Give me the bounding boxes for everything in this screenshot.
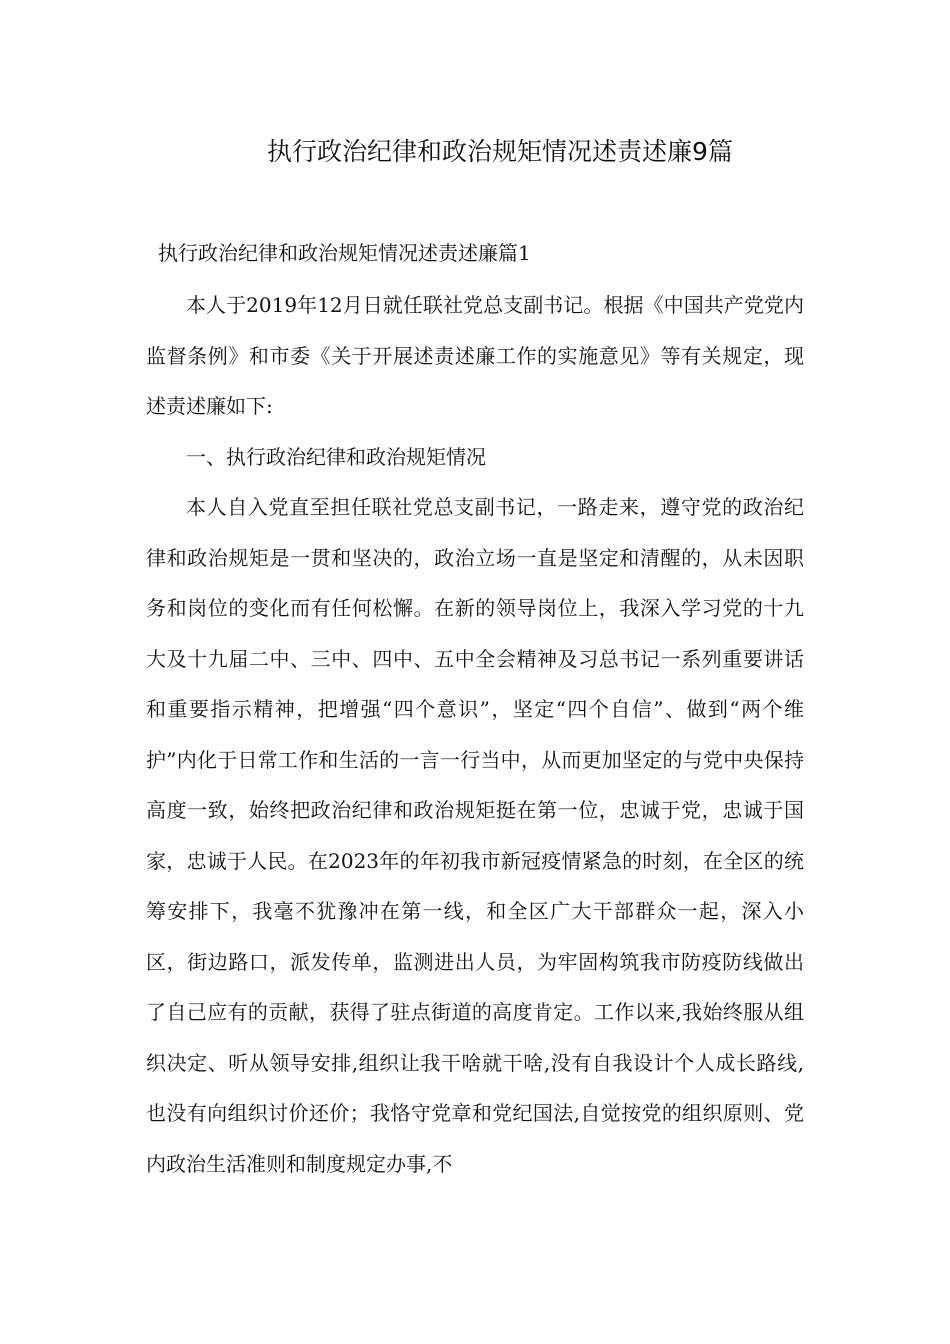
section-heading: 执行政治纪律和政治规矩情况述责述廉篇1	[158, 241, 531, 265]
paragraph-intro: 本人于2019年12月日就任联社党总支副书记。根据《中国共产党党内监督条例》和市委《关于开展述责述廉工作的实施意见》等有关规定，现述责述廉如下:	[146, 293, 804, 418]
document-body	[146, 280, 804, 1189]
paragraph-main: 本人自入党直至担任联社党总支副书记，一路走来，遵守党的政治纪律和政治规矩是一贯和坚决的，政治立场一直是坚定和清醒的，从未因职务和岗位的变化而有任何松懈。在新的领导岗位上，我深入学习党的十九大及十九届二中、三中、四中、五中全会精神及习总书记一系列重要讲话和重要指示精神，把增强“四个意识”，坚定“四个自信”、做到“两个维护”内化于日常工作和生活的一言一行当中，从而更加坚定的与党中央保持高度一致，始终把政治纪律和政治规矩挺在第一位，忠诚于党，忠诚于国家，忠诚于人民。在2023年的年初我市新冠疫情紧急的时刻，在全区的统筹安排下，我毫不犹豫冲在第一线，和全区广大干部群众一起，深入小区，街边路口，派发传单，监测进出人员，为牢固构筑我市防疫防线做出了自己应有的贡献，获得了驻点街道的高度肯定。工作以来,我始终服从组织决定、听从领导安排,组织让我干啥就干啥,没有自我设计个人成长路线,也没有向组织讨价还价；我恪守党章和党纪国法,自觉按党的组织原则、党内政治生活准则和制度规定办事,不	[146, 495, 804, 1176]
paragraph-subheading: 一、执行政治纪律和政治规矩情况	[186, 444, 486, 469]
document-title: 执行政治纪律和政治规矩情况述责述廉9篇	[267, 137, 733, 166]
